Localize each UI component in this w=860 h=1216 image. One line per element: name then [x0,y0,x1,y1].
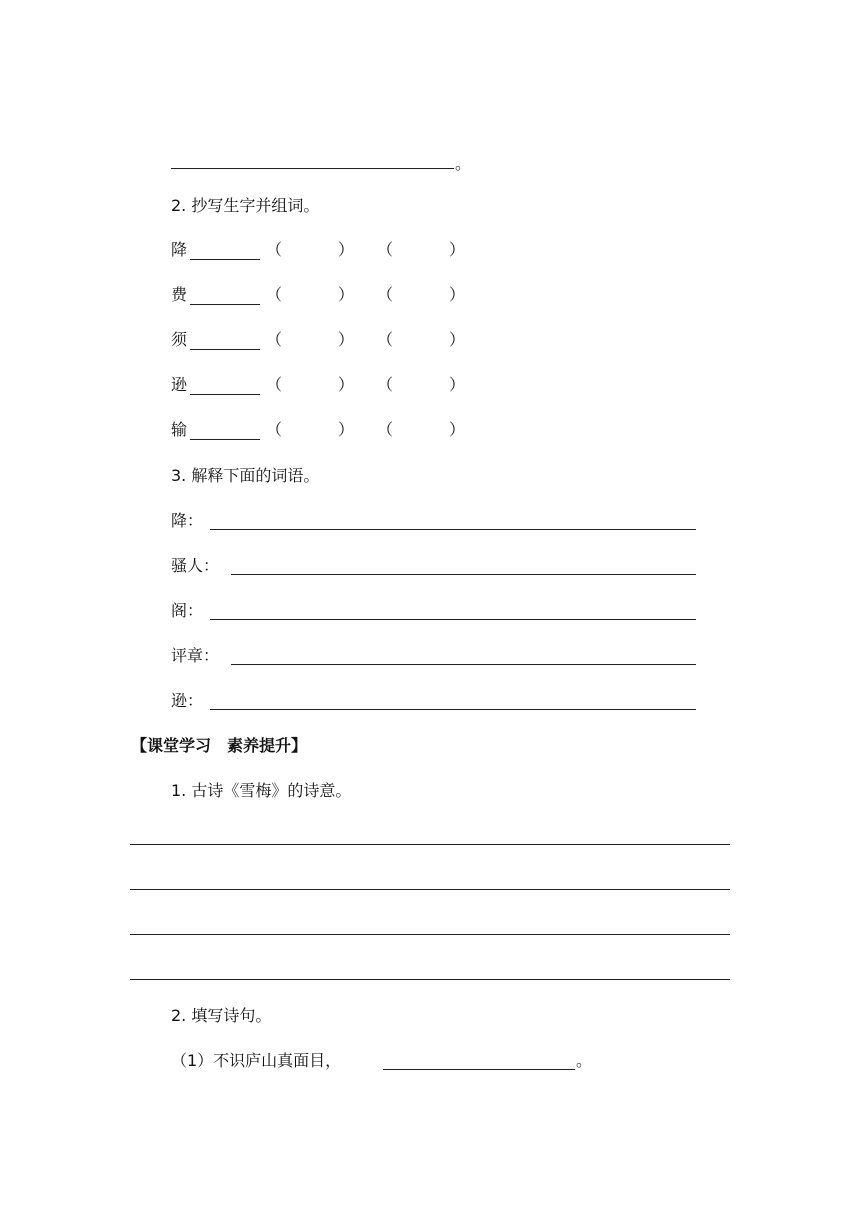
term-label: 阁： [171,601,204,620]
open-paren: （ [266,375,283,394]
term-answer-line[interactable] [210,619,696,620]
close-paren: ） [449,240,466,259]
copy-line[interactable] [190,259,260,260]
term-label: 逊： [171,691,204,710]
term-answer-line[interactable] [210,709,696,710]
close-paren: ） [338,330,355,349]
open-paren: （ [377,420,394,439]
close-paren: ） [449,285,466,304]
char-label: 须 [171,330,188,349]
term-answer-line[interactable] [210,529,696,530]
period-mark: 。 [455,154,472,173]
char-label: 费 [171,285,188,304]
close-paren: ） [338,375,355,394]
fill-poem-label: 2. 填写诗句。 [171,1006,272,1025]
open-paren: （ [377,240,394,259]
question-2-label: 2. 抄写生字并组词。 [171,196,320,215]
period-mark: 。 [576,1051,593,1070]
copy-line[interactable] [190,439,260,440]
open-paren: （ [266,240,283,259]
copy-line[interactable] [190,304,260,305]
term-answer-line[interactable] [231,664,696,665]
open-paren: （ [377,285,394,304]
char-label: 降 [171,240,188,259]
close-paren: ） [338,420,355,439]
poem-answer-line[interactable] [383,1069,575,1070]
term-label: 骚人： [171,556,220,575]
open-paren: （ [266,330,283,349]
open-paren: （ [377,330,394,349]
char-label: 逊 [171,375,188,394]
writing-line[interactable] [130,979,730,980]
close-paren: ） [338,240,355,259]
question-3-label: 3. 解释下面的词语。 [171,466,320,485]
section-heading: 【课堂学习 素养提升】 [131,736,308,755]
copy-line[interactable] [190,349,260,350]
close-paren: ） [449,420,466,439]
answer-line-top[interactable] [171,168,454,169]
copy-line[interactable] [190,394,260,395]
char-label: 输 [171,420,188,439]
open-paren: （ [266,420,283,439]
close-paren: ） [449,330,466,349]
writing-line[interactable] [130,889,730,890]
open-paren: （ [266,285,283,304]
close-paren: ） [449,375,466,394]
poem-line-1: （1）不识庐山真面目， [171,1051,342,1070]
writing-line[interactable] [130,934,730,935]
writing-line[interactable] [130,844,730,845]
open-paren: （ [377,375,394,394]
term-label: 评章： [171,646,220,665]
poem-meaning-label: 1. 古诗《雪梅》的诗意。 [171,781,352,800]
term-label: 降： [171,511,204,530]
close-paren: ） [338,285,355,304]
term-answer-line[interactable] [231,574,696,575]
